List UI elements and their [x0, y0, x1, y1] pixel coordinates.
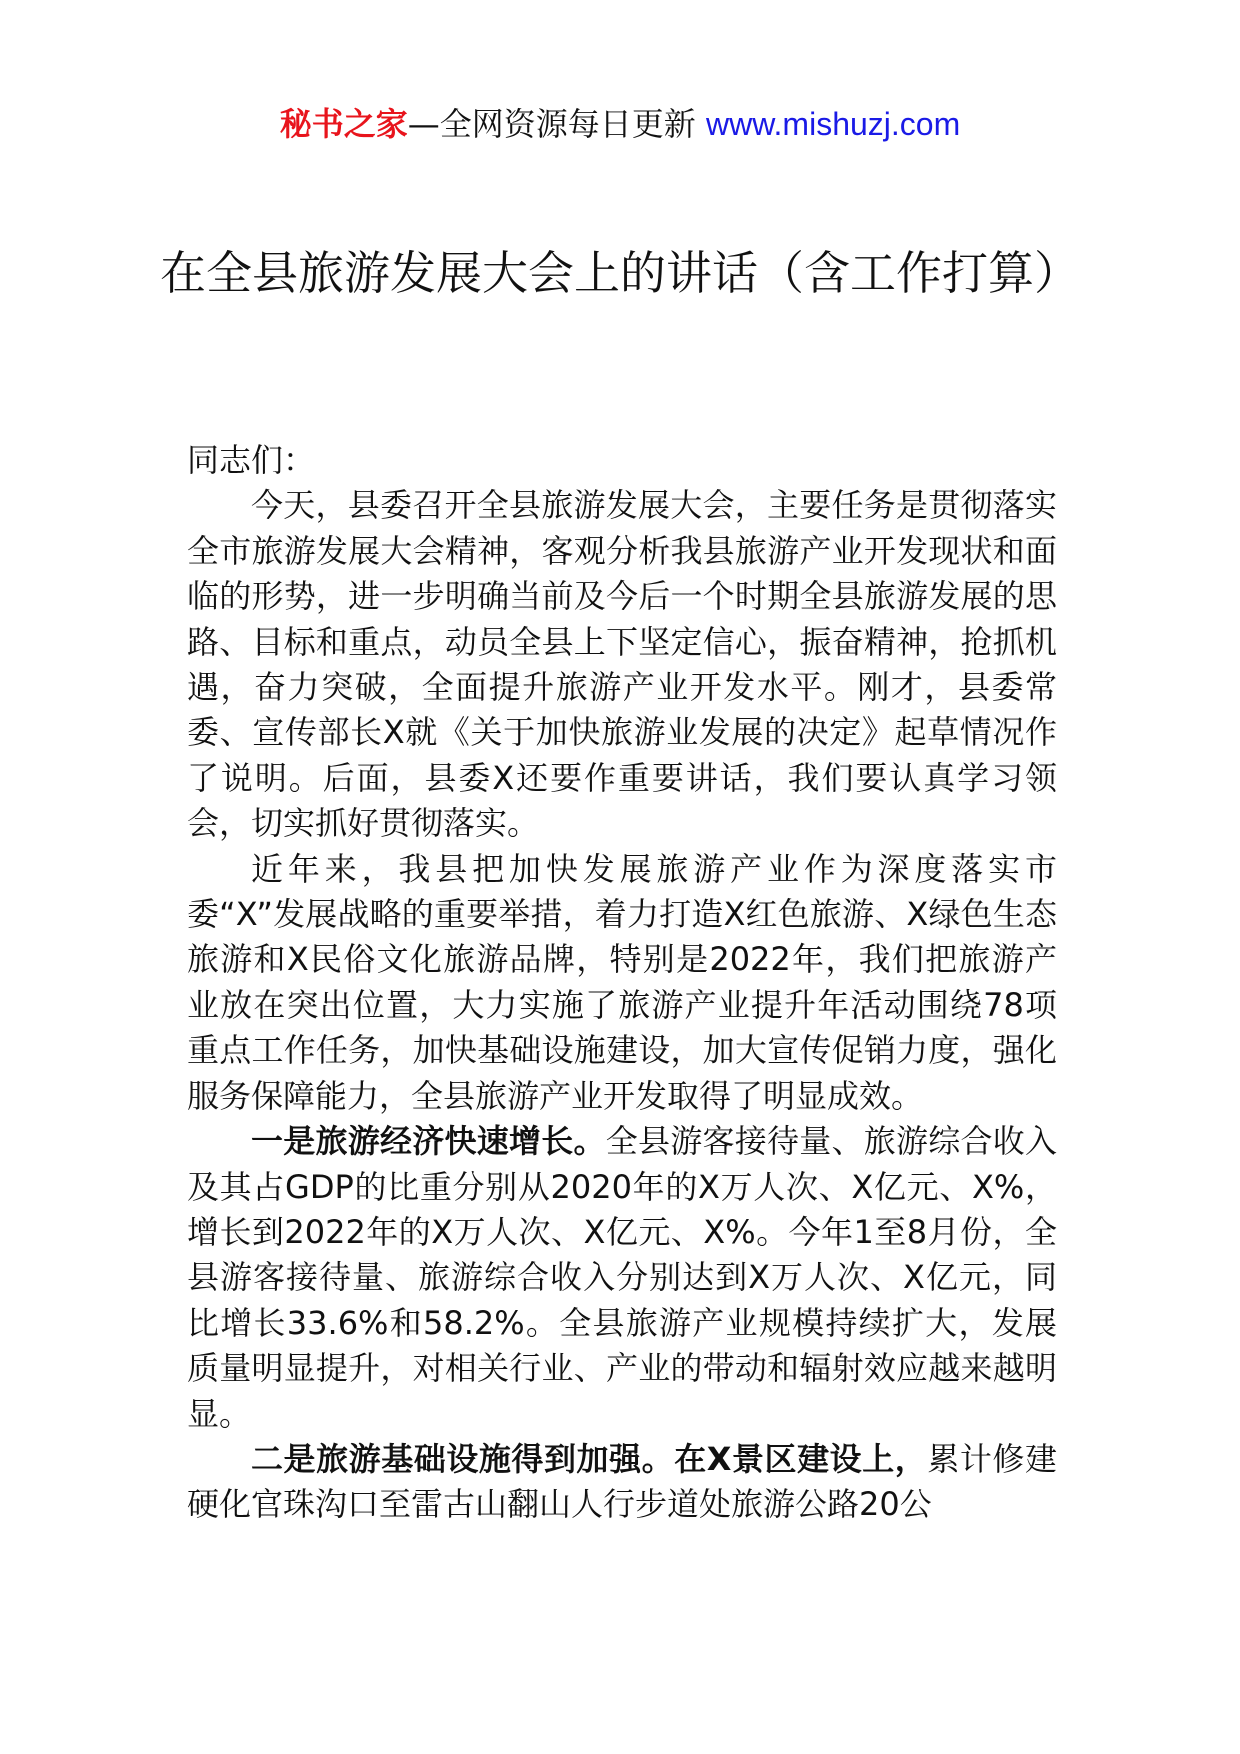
paragraph-lead: 一是旅游经济快速增长。	[251, 1122, 606, 1161]
paragraph-text: 近年来，我县把加快发展旅游产业作为深度落实市委“X”发展战略的重要举措，着力打造X红色旅游、X绿色生态旅游和X民俗文化旅游品牌，特别是2022年，我们把旅游产业放在突出位置，大力实施了旅游产业提升年活动围绕78项重点工作任务，加快基础设施建设，加大宣传促销力度，强化服务保障能力，全县旅游产业开发取得了明显成效。	[187, 849, 1057, 1115]
brand-name: 秘书之家	[279, 105, 408, 143]
paragraph-text: 今天，县委召开全县旅游发展大会，主要任务是贯彻落实全市旅游发展大会精神，客观分析我县旅游产业开发现状和面临的形势，进一步明确当前及今后一个时期全县旅游发展的思路、目标和重点，动员全县上下坚定信心，振奋精神，抢抓机遇，奋力突破，全面提升旅游产业开发水平。刚才，县委常委、宣传部长X就《关于加快旅游业发展的决定》起草情况作了说明。后面，县委X还要作重要讲话，我们要认真学习领会，切实抓好贯彻落实。	[187, 486, 1057, 843]
paragraph-intro	[187, 483, 1057, 846]
paragraph-text: 累计修建硬化官珠沟口至雷古山翻山人行步道处旅游公路20公	[187, 1439, 1057, 1524]
header-tagline: —全网资源每日更新	[407, 105, 696, 143]
paragraph-point-one	[187, 1119, 1057, 1437]
salutation: 同志们：	[187, 441, 316, 479]
document-body	[187, 438, 1057, 1528]
site-header	[0, 100, 1240, 148]
header-url-link[interactable]: www.mishuzj.com	[705, 106, 961, 142]
paragraph-text: 全县游客接待量、旅游综合收入及其占GDP的比重分别从2020年的X万人次、X亿元、X%，增长到2022年的X万人次、X亿元、X%。今年1至8月份，全县游客接待量、旅游综合收入分别达到X万人次、X亿元，同比增长33.6%和58.2%。全县旅游产业规模持续扩大，发展质量明显提升，对相关行业、产业的带动和辐射效应越来越明显。	[187, 1122, 1057, 1433]
document-title: 在全县旅游发展大会上的讲话（含工作打算）	[160, 246, 1080, 300]
paragraph-point-two	[187, 1437, 1057, 1528]
paragraph-background	[187, 847, 1057, 1119]
paragraph-lead: 二是旅游基础设施得到加强。在X景区建设上，	[251, 1439, 928, 1478]
